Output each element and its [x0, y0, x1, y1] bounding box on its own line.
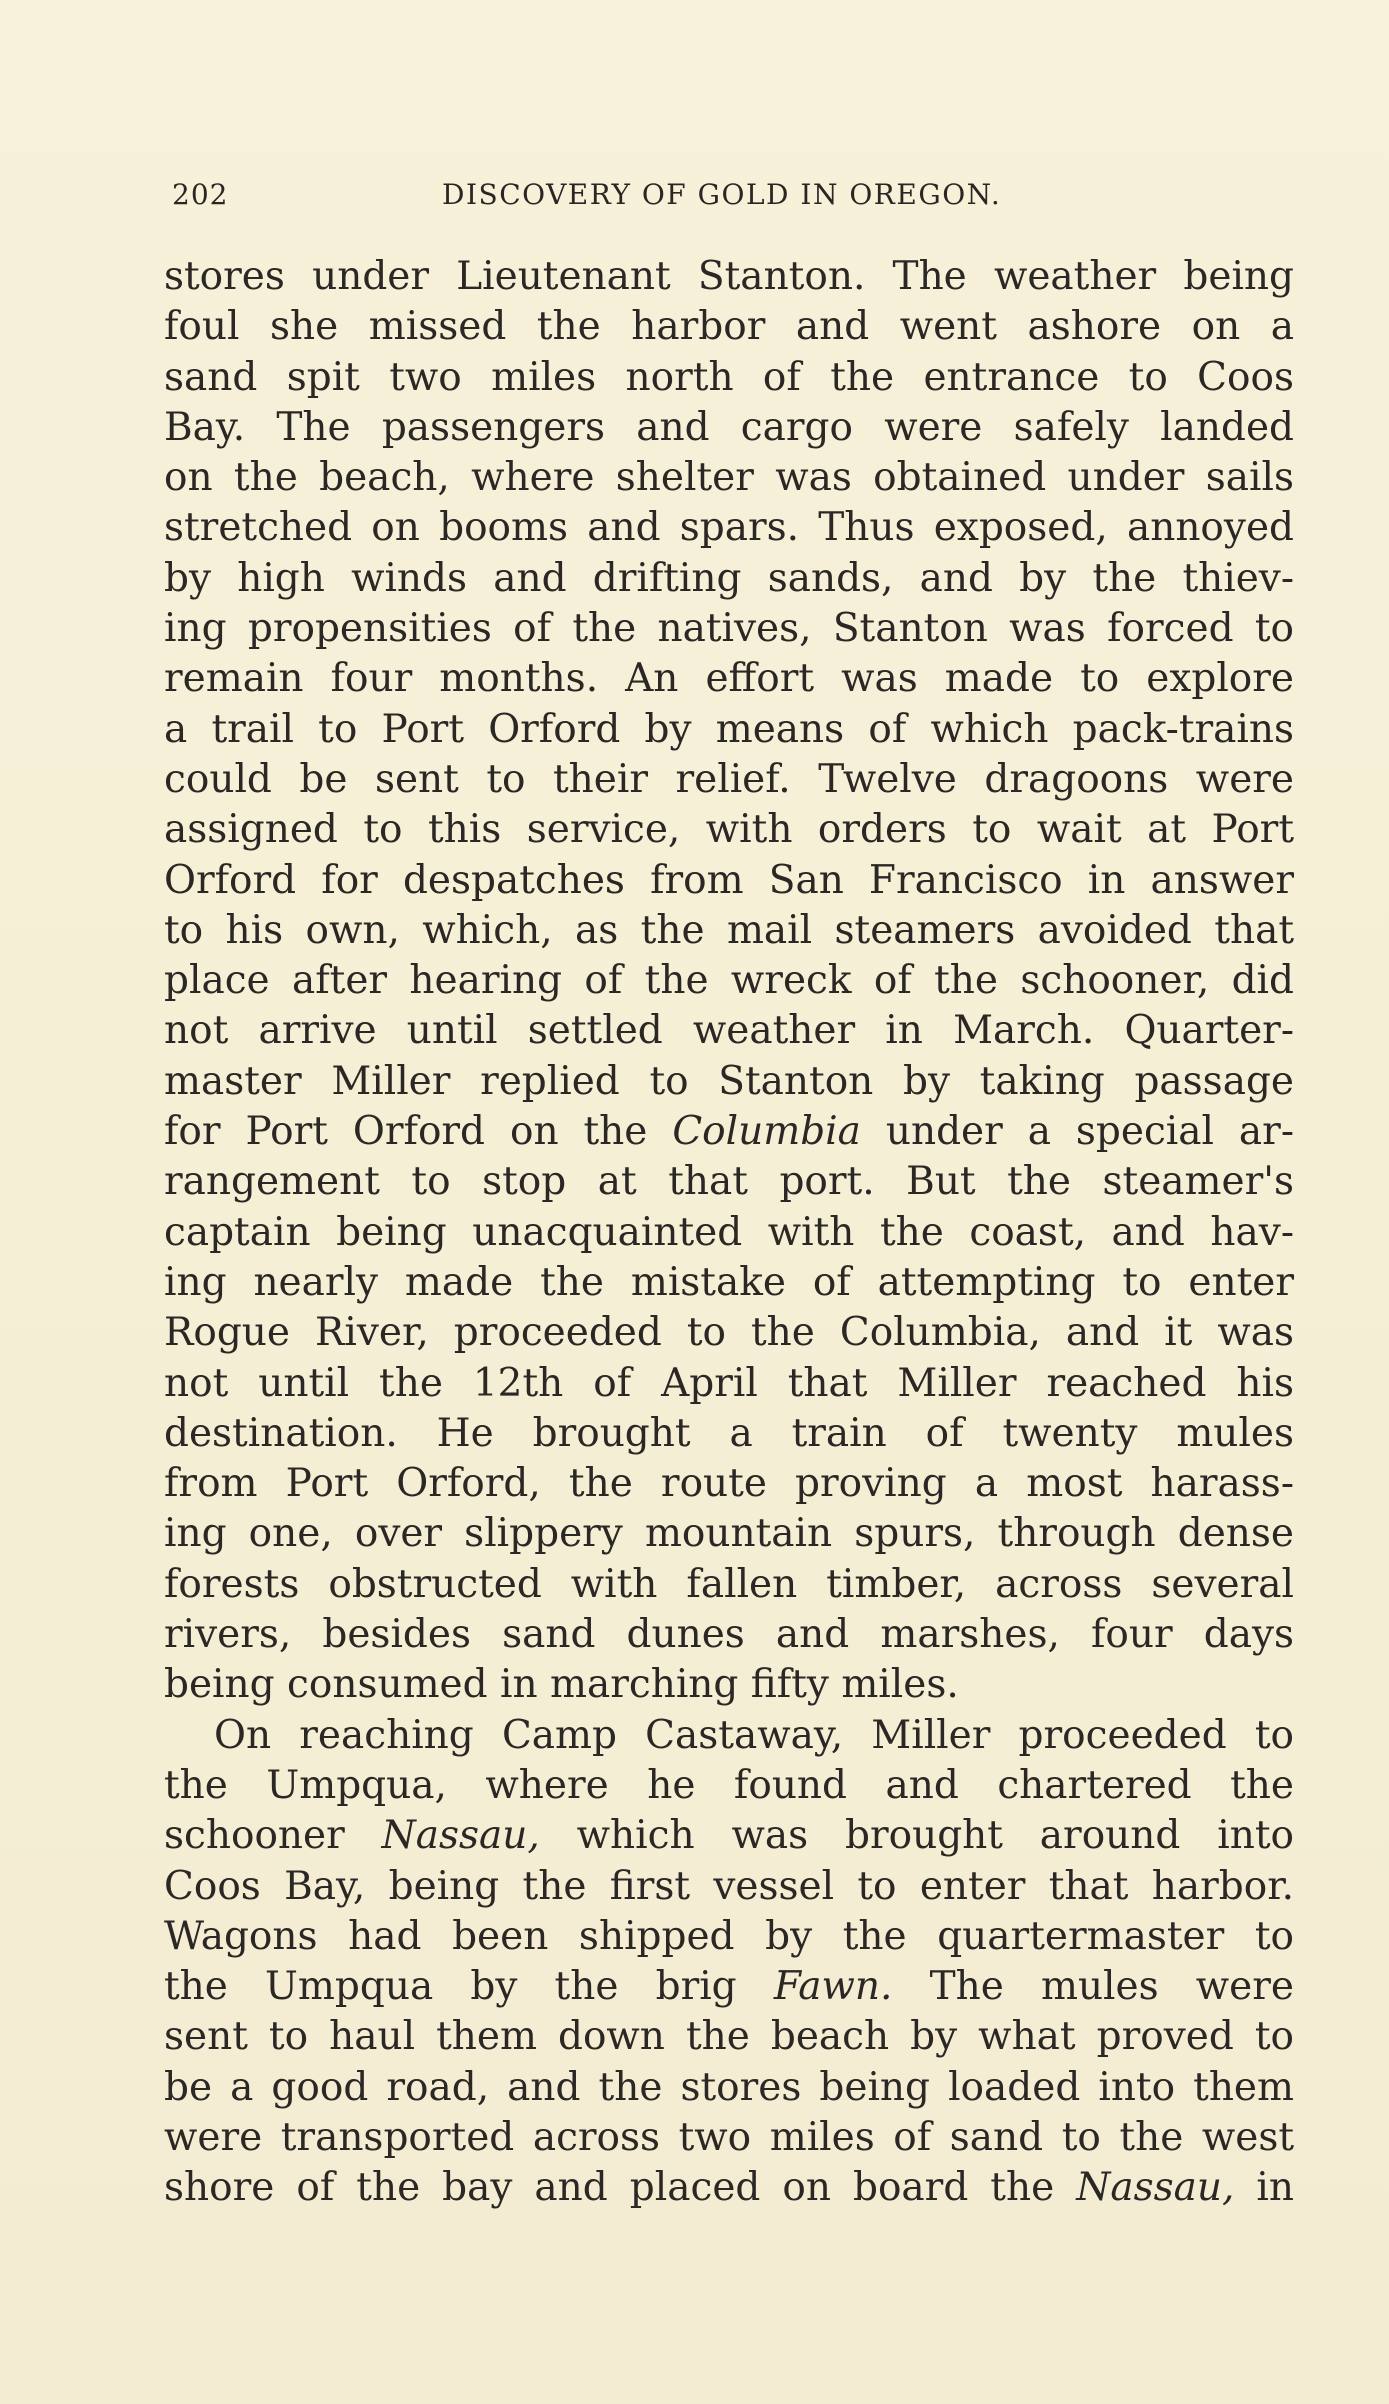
text-line: the Umpqua by the brig Fawn. The mules were: [164, 1964, 1294, 2010]
text-line: rivers, besides sand dunes and marshes, four days: [164, 1612, 1294, 1658]
italic-ship-name: Fawn.: [773, 1964, 893, 2010]
text-line: ing one, over slippery mountain spurs, through dense: [164, 1511, 1294, 1557]
text-line: stretched on booms and spars. Thus exposed, annoyed: [164, 505, 1294, 551]
text-line: for Port Orford on the Columbia under a special ar-: [164, 1109, 1295, 1155]
body-text: [164, 252, 1294, 2214]
text-line: Bay. The passengers and cargo were safely landed: [164, 404, 1294, 450]
text-line: a trail to Port Orford by means of which pack-trains: [164, 706, 1294, 752]
text-line: by high winds and drifting sands, and by the thiev-: [164, 555, 1294, 601]
text-line: stores under Lieutenant Stanton. The weather being: [164, 254, 1294, 299]
text-line: sand spit two miles north of the entrance to Coos: [164, 354, 1294, 400]
page-header: [172, 178, 1052, 222]
text-line: foul she missed the harbor and went ashore on a: [164, 304, 1294, 350]
text-line: Wagons had been shipped by the quartermaster to: [164, 1913, 1294, 1959]
text-line: forests obstructed with fallen timber, across several: [164, 1561, 1294, 1607]
text-line: being consumed in marching fifty miles.: [164, 1662, 959, 1708]
text-line: assigned to this service, with orders to wait at Port: [164, 807, 1294, 853]
page-number: 202: [172, 178, 229, 211]
running-head: DISCOVERY OF GOLD IN OREGON.: [442, 178, 1002, 211]
italic-ship-name: Columbia: [672, 1109, 861, 1155]
text-line: sent to haul them down the beach by what proved to: [164, 2014, 1294, 2060]
text-line: place after hearing of the wreck of the schooner, did: [164, 958, 1294, 1004]
text-line: shore of the bay and placed on board the Nassau, in: [164, 2165, 1294, 2211]
text-line: Orford for despatches from San Francisco in answer: [164, 857, 1294, 903]
text-line: remain four months. An effort was made to explore: [164, 656, 1294, 702]
text-line: ing propensities of the natives, Stanton was forced to: [164, 606, 1294, 652]
text-line: the Umpqua, where he found and chartered the: [164, 1762, 1294, 1808]
text-line: captain being unacquainted with the coast, and hav-: [164, 1209, 1294, 1255]
text-line: Coos Bay, being the first vessel to enter that harbor.: [164, 1863, 1294, 1909]
text-line: not arrive until settled weather in March. Quarter-: [164, 1008, 1294, 1054]
italic-ship-name: Nassau,: [381, 1813, 540, 1859]
text-line: on the beach, where shelter was obtained under sails: [164, 455, 1294, 501]
text-line: On reaching Camp Castaway, Miller proceeded to: [214, 1712, 1294, 1758]
text-line: schooner Nassau, which was brought around into: [164, 1813, 1294, 1859]
text-line: were transported across two miles of sand to the west: [164, 2114, 1294, 2160]
text-line: be a good road, and the stores being loaded into them: [164, 2064, 1294, 2110]
text-line: Rogue River, proceeded to the Columbia, and it was: [164, 1310, 1294, 1356]
text-line: master Miller replied to Stanton by taking passage: [164, 1058, 1294, 1104]
text-line: to his own, which, as the mail steamers avoided that: [164, 907, 1294, 953]
text-line: rangement to stop at that port. But the steamer's: [164, 1159, 1294, 1205]
text-line: ing nearly made the mistake of attempting to enter: [164, 1259, 1294, 1305]
text-line: destination. He brought a train of twenty mules: [164, 1410, 1294, 1456]
italic-ship-name: Nassau,: [1076, 2165, 1235, 2211]
text-line: not until the 12th of April that Miller reached his: [164, 1360, 1294, 1406]
text-line: from Port Orford, the route proving a most harass-: [164, 1461, 1294, 1507]
text-line: could be sent to their relief. Twelve dragoons were: [164, 756, 1294, 802]
